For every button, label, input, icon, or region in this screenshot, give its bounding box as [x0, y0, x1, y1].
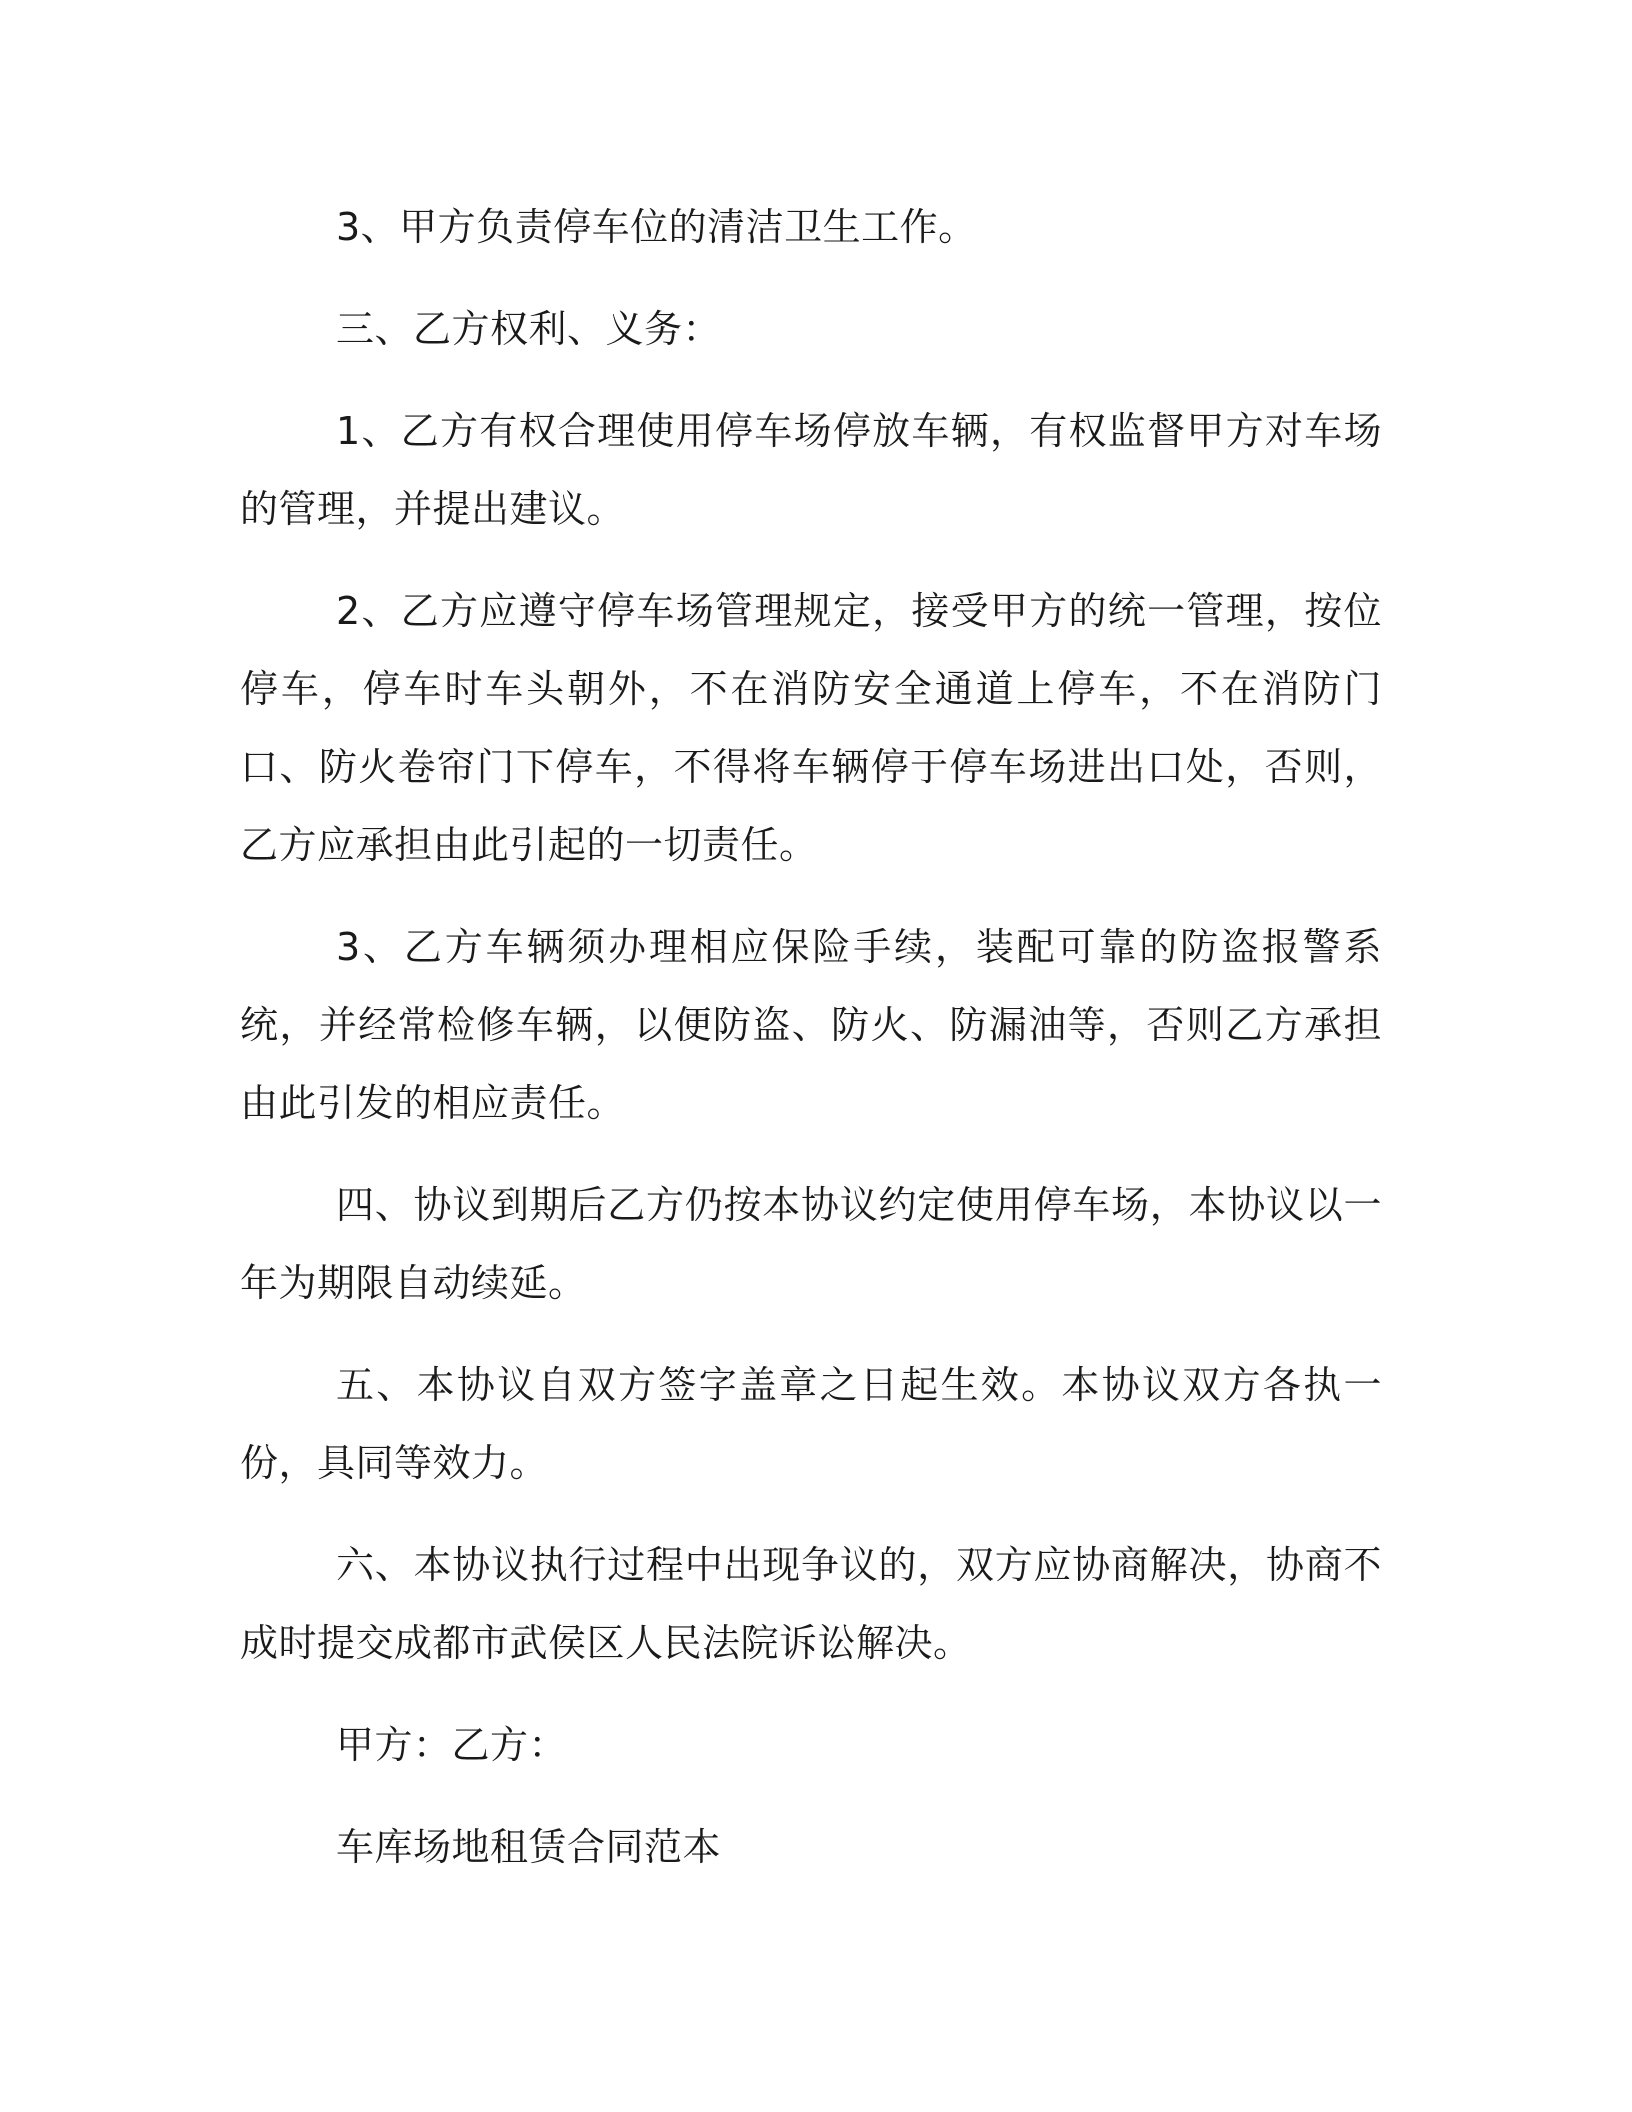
clause-party-b-use-right: 1、乙方有权合理使用停车场停放车辆，有权监督甲方对车场的管理，并提出建议。: [240, 409, 1382, 531]
clause-party-a-cleaning: 3、甲方负责停车位的清洁卫生工作。: [336, 205, 977, 249]
section-heading-party-b-rights: 三、乙方权利、义务：: [336, 307, 722, 351]
clause-party-b-insurance: 3、乙方车辆须办理相应保险手续，装配可靠的防盗报警系统，并经常检修车辆，以便防盗、防火、防漏油等，否则乙方承担由此引发的相应责任。: [240, 925, 1382, 1125]
signature-line: 甲方：乙方：: [336, 1723, 568, 1767]
next-document-title: 车库场地租赁合同范本: [336, 1825, 722, 1869]
section-dispute: 六、本协议执行过程中出现争议的，双方应协商解决，协商不成时提交成都市武侯区人民法院诉讼解决。: [240, 1543, 1382, 1665]
clause-party-b-parking-rules: 2、乙方应遵守停车场管理规定，接受甲方的统一管理，按位停车，停车时车头朝外，不在消防安全通道上停车，不在消防门口、防火卷帘门下停车，不得将车辆停于停车场进出口处，否则，乙方应承担由此引起的一切责任。: [240, 589, 1382, 867]
section-effective: 五、本协议自双方签字盖章之日起生效。本协议双方各执一份，具同等效力。: [240, 1363, 1382, 1485]
section-renewal: 四、协议到期后乙方仍按本协议约定使用停车场，本协议以一年为期限自动续延。: [240, 1183, 1382, 1305]
